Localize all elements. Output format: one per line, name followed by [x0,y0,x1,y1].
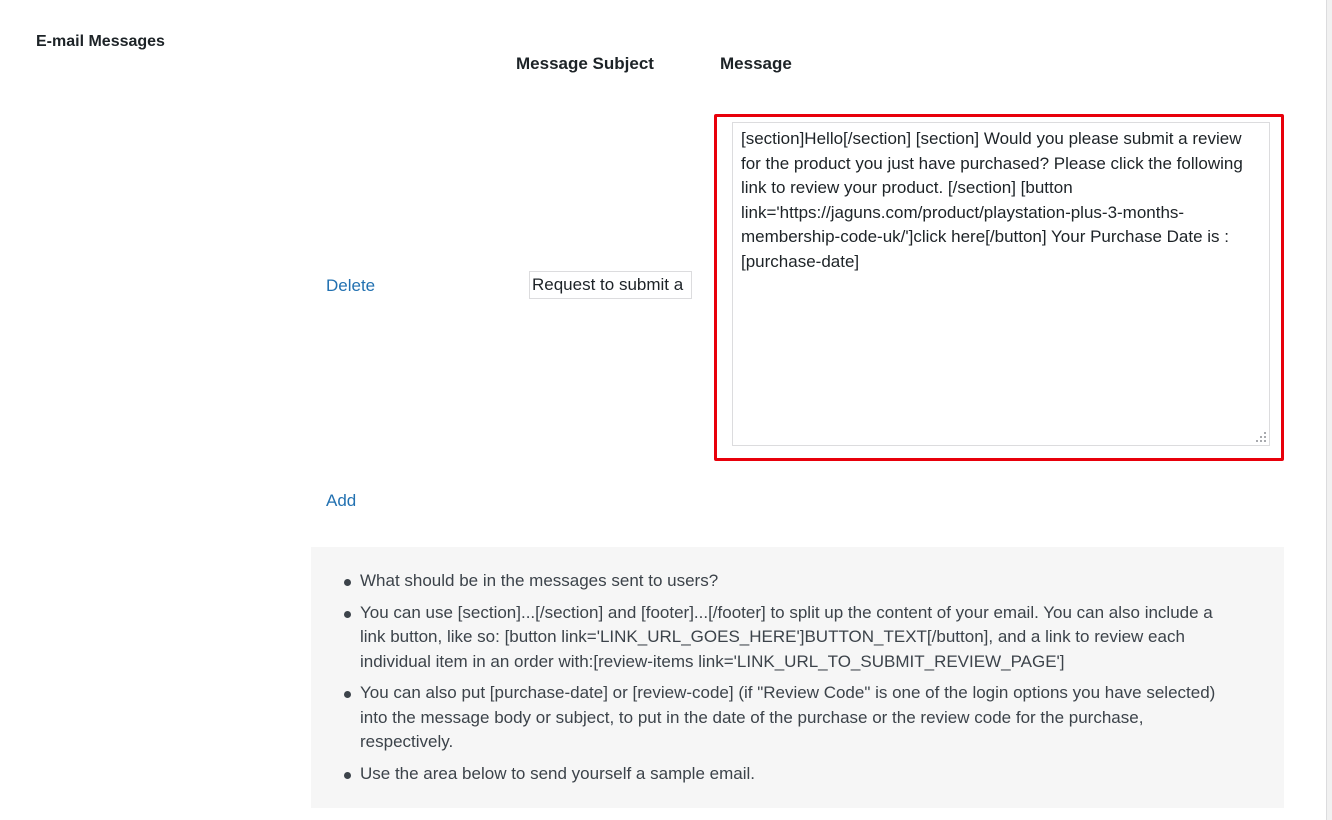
resize-grip-icon[interactable] [1255,431,1267,443]
bullet-icon [344,611,351,618]
message-textarea[interactable] [732,122,1270,446]
help-item-text: You can use [section]...[/section] and [footer]...[/footer] to split up the content of your email. You can also include a link button, like so: [button link='LINK_URL_GOES_HERE']BUTTON_TEXT[/button], and a link to review each individual item in an order with:[review-items link='LINK_URL_TO_SUBMIT_REVIEW_PAGE'] [360,602,1213,671]
help-item [341,681,1231,755]
delete-link[interactable]: Delete [326,276,376,295]
help-item [341,601,1231,675]
help-item-text: Use the area below to send yourself a sample email. [360,763,755,783]
help-item-text: You can also put [purchase-date] or [review-code] (if "Review Code" is one of the login options you have selected) into the message body or subject, to put in the date of the purchase or the review code for the purchase, respectively. [360,683,1216,751]
message-subject-header: Message Subject [516,54,654,73]
add-link[interactable]: Add [326,491,357,510]
help-item [341,762,1231,787]
bullet-icon [344,579,351,586]
message-header: Message [720,54,792,73]
message-subject-input[interactable] [529,271,692,299]
bullet-icon [344,691,351,698]
bullet-icon [344,772,351,779]
help-item-text: What should be in the messages sent to users? [360,571,719,590]
section-label: E-mail Messages [36,33,165,50]
help-box [311,547,1284,808]
help-list [341,569,1254,786]
help-item [341,569,1231,594]
